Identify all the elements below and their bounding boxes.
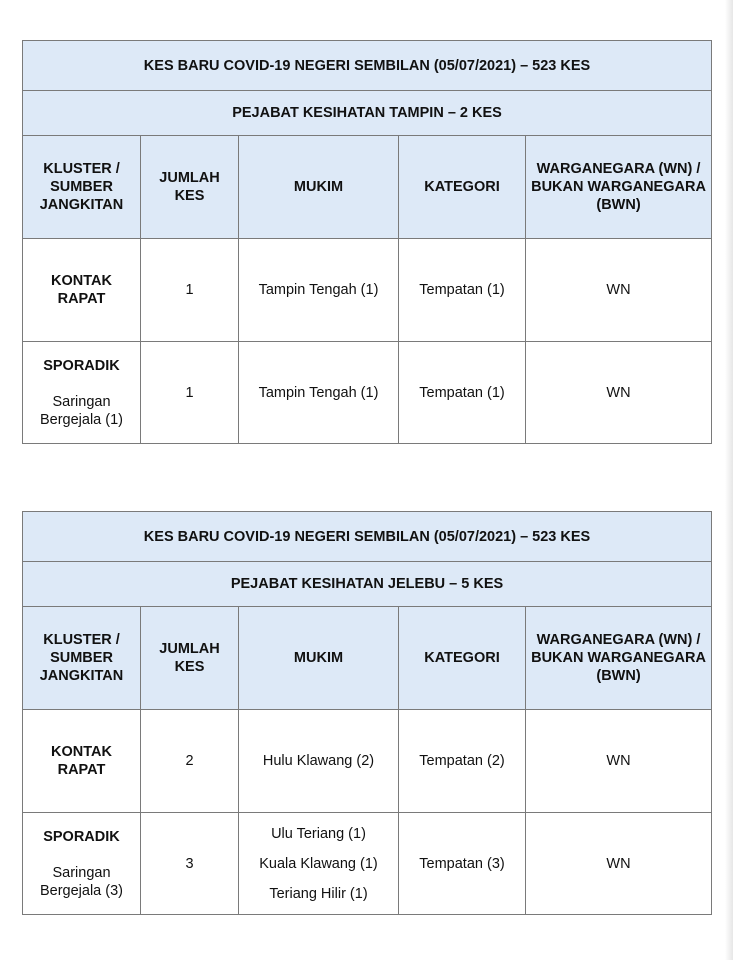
count-cell: 2	[141, 710, 239, 813]
table-title: KES BARU COVID-19 NEGERI SEMBILAN (05/07/2021) – 523 KES	[23, 41, 712, 91]
category-cell: Tempatan (2)	[399, 710, 526, 813]
cluster-name: KONTAK RAPAT	[51, 744, 112, 778]
header-citizenship: WARGANEGARA (WN) / BUKAN WARGANEGARA (BWN)	[526, 607, 712, 710]
mukim-cell	[239, 342, 399, 444]
office-heading: PEJABAT KESIHATAN JELEBU – 5 KES	[23, 562, 712, 607]
cluster-cell	[23, 710, 141, 813]
header-citizenship: WARGANEGARA (WN) / BUKAN WARGANEGARA (BWN)	[526, 136, 712, 239]
header-category: KATEGORI	[399, 607, 526, 710]
cluster-cell	[23, 813, 141, 915]
office-heading: PEJABAT KESIHATAN TAMPIN – 2 KES	[23, 91, 712, 136]
jelebu-case-table	[22, 511, 712, 915]
mukim-item: Teriang Hilir (1)	[269, 885, 368, 902]
count-cell: 1	[141, 239, 239, 342]
header-mukim: MUKIM	[239, 607, 399, 710]
page-edge-shadow	[725, 0, 733, 960]
header-count: JUMLAH KES	[141, 607, 239, 710]
citizenship-cell: WN	[526, 239, 712, 342]
mukim-cell	[239, 710, 399, 813]
mukim-item: Tampin Tengah (1)	[258, 384, 379, 401]
header-mukim: MUKIM	[239, 136, 399, 239]
table-row	[23, 342, 712, 444]
mukim-item: Hulu Klawang (2)	[262, 753, 375, 769]
category-cell: Tempatan (1)	[399, 342, 526, 444]
citizenship-cell: WN	[526, 710, 712, 813]
table-title: KES BARU COVID-19 NEGERI SEMBILAN (05/07/2021) – 523 KES	[23, 512, 712, 562]
tampin-case-table	[22, 40, 712, 444]
cluster-subtype: Saringan Bergejala (1)	[39, 393, 123, 428]
mukim-item: Kuala Klawang (1)	[259, 855, 378, 872]
mukim-cell	[239, 239, 399, 342]
header-cluster: KLUSTER / SUMBER JANGKITAN	[23, 607, 141, 710]
mukim-cell	[239, 813, 399, 915]
citizenship-cell: WN	[526, 342, 712, 444]
category-cell: Tempatan (1)	[399, 239, 526, 342]
count-cell: 3	[141, 813, 239, 915]
cluster-cell	[23, 342, 141, 444]
table-row	[23, 813, 712, 915]
cluster-subtype: Saringan Bergejala (3)	[39, 864, 123, 899]
count-cell: 1	[141, 342, 239, 444]
cluster-name: SPORADIK	[43, 357, 120, 374]
mukim-item: Ulu Teriang (1)	[271, 825, 366, 842]
table-row	[23, 239, 712, 342]
header-category: KATEGORI	[399, 136, 526, 239]
header-count: JUMLAH KES	[141, 136, 239, 239]
cluster-name: SPORADIK	[43, 828, 120, 845]
category-cell: Tempatan (3)	[399, 813, 526, 915]
citizenship-cell: WN	[526, 813, 712, 915]
cluster-name: KONTAK RAPAT	[51, 273, 112, 307]
mukim-item: Tampin Tengah (1)	[258, 282, 379, 298]
cluster-cell	[23, 239, 141, 342]
header-cluster: KLUSTER / SUMBER JANGKITAN	[23, 136, 141, 239]
table-row	[23, 710, 712, 813]
